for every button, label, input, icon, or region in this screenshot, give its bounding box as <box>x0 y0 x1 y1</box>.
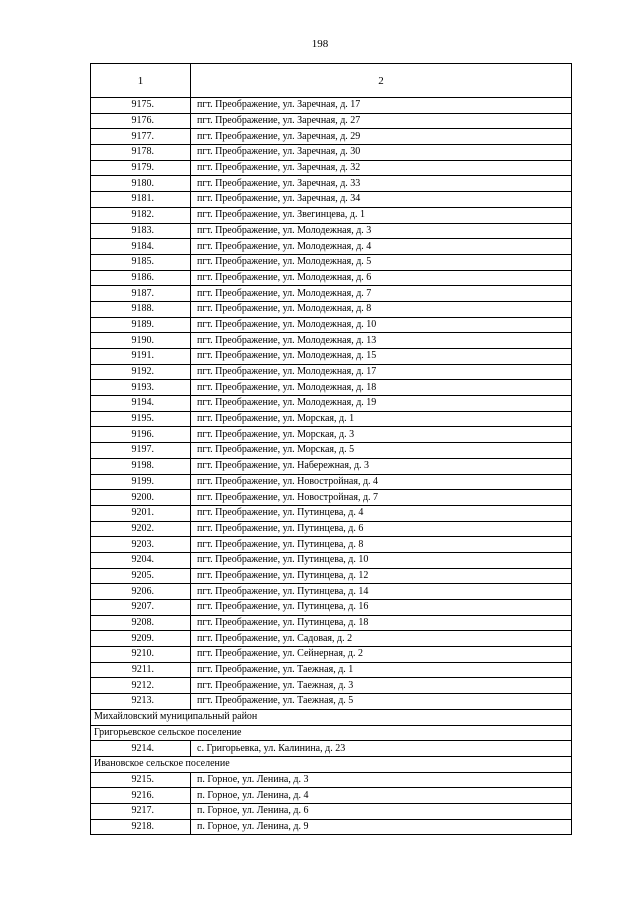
row-address: пгт. Преображение, ул. Путинцева, д. 16 <box>191 600 572 616</box>
table-row <box>91 631 572 647</box>
row-address: пгт. Преображение, ул. Молодежная, д. 8 <box>191 301 572 317</box>
row-number: 9200. <box>91 490 191 506</box>
page-number: 198 <box>311 38 329 50</box>
row-number: 9182. <box>91 207 191 223</box>
table-body <box>91 98 572 835</box>
row-address: пгт. Преображение, ул. Заречная, д. 29 <box>191 129 572 145</box>
table-row <box>91 505 572 521</box>
table-row <box>91 427 572 443</box>
row-address: пгт. Преображение, ул. Путинцева, д. 18 <box>191 615 572 631</box>
table-row <box>91 521 572 537</box>
row-number: 9176. <box>91 113 191 129</box>
table-row <box>91 600 572 616</box>
row-address: пгт. Преображение, ул. Молодежная, д. 3 <box>191 223 572 239</box>
row-address: пгт. Преображение, ул. Молодежная, д. 18 <box>191 380 572 396</box>
row-address: п. Горное, ул. Ленина, д. 9 <box>191 819 572 835</box>
row-address: пгт. Преображение, ул. Сейнерная, д. 2 <box>191 647 572 663</box>
row-address: пгт. Преображение, ул. Морская, д. 1 <box>191 411 572 427</box>
table-row <box>91 490 572 506</box>
table-row <box>91 98 572 114</box>
row-address: пгт. Преображение, ул. Новостройная, д. 7 <box>191 490 572 506</box>
row-number: 9211. <box>91 662 191 678</box>
row-address: пгт. Преображение, ул. Заречная, д. 30 <box>191 145 572 161</box>
table-row <box>91 474 572 490</box>
row-number: 9175. <box>91 98 191 114</box>
column-header-address: 2 <box>191 64 572 98</box>
row-number: 9195. <box>91 411 191 427</box>
table-row <box>91 662 572 678</box>
table-row <box>91 192 572 208</box>
row-number: 9218. <box>91 819 191 835</box>
row-address: пгт. Преображение, ул. Морская, д. 5 <box>191 443 572 459</box>
row-number: 9203. <box>91 537 191 553</box>
row-number: 9192. <box>91 364 191 380</box>
table-row <box>91 694 572 710</box>
row-number: 9215. <box>91 772 191 788</box>
row-number: 9214. <box>91 741 191 757</box>
row-address: с. Григорьевка, ул. Калинина, д. 23 <box>191 741 572 757</box>
row-number: 9177. <box>91 129 191 145</box>
row-address: пгт. Преображение, ул. Путинцева, д. 4 <box>191 505 572 521</box>
row-address: п. Горное, ул. Ленина, д. 3 <box>191 772 572 788</box>
table-row <box>91 160 572 176</box>
table-row <box>91 113 572 129</box>
row-number: 9185. <box>91 254 191 270</box>
row-number: 9199. <box>91 474 191 490</box>
row-address: пгт. Преображение, ул. Заречная, д. 34 <box>191 192 572 208</box>
row-address: пгт. Преображение, ул. Молодежная, д. 15 <box>191 349 572 365</box>
row-number: 9189. <box>91 317 191 333</box>
row-number: 9194. <box>91 396 191 412</box>
table-row <box>91 584 572 600</box>
row-address: пгт. Преображение, ул. Путинцева, д. 8 <box>191 537 572 553</box>
table-row <box>91 537 572 553</box>
table-row <box>91 803 572 819</box>
row-address: пгт. Преображение, ул. Молодежная, д. 6 <box>191 270 572 286</box>
table-row <box>91 145 572 161</box>
table-row <box>91 129 572 145</box>
row-number: 9198. <box>91 458 191 474</box>
table-row <box>91 176 572 192</box>
row-address: пгт. Преображение, ул. Путинцева, д. 12 <box>191 568 572 584</box>
row-address: пгт. Преображение, ул. Заречная, д. 33 <box>191 176 572 192</box>
row-address: пгт. Преображение, ул. Морская, д. 3 <box>191 427 572 443</box>
table-row <box>91 207 572 223</box>
row-number: 9191. <box>91 349 191 365</box>
row-address: пгт. Преображение, ул. Молодежная, д. 13 <box>191 333 572 349</box>
row-address: пгт. Преображение, ул. Садовая, д. 2 <box>191 631 572 647</box>
section-heading: Михайловский муниципальный район <box>91 709 572 725</box>
row-number: 9179. <box>91 160 191 176</box>
row-number: 9193. <box>91 380 191 396</box>
table-row <box>91 788 572 804</box>
row-number: 9202. <box>91 521 191 537</box>
row-number: 9212. <box>91 678 191 694</box>
table-row <box>91 411 572 427</box>
row-number: 9207. <box>91 600 191 616</box>
table-row <box>91 741 572 757</box>
table-row <box>91 317 572 333</box>
row-address: пгт. Преображение, ул. Звегинцева, д. 1 <box>191 207 572 223</box>
table-row <box>91 364 572 380</box>
table-row <box>91 239 572 255</box>
row-number: 9209. <box>91 631 191 647</box>
row-address: п. Горное, ул. Ленина, д. 6 <box>191 803 572 819</box>
table-row <box>91 270 572 286</box>
row-address: пгт. Преображение, ул. Молодежная, д. 4 <box>191 239 572 255</box>
row-number: 9188. <box>91 301 191 317</box>
table-row <box>91 301 572 317</box>
row-address: пгт. Преображение, ул. Молодежная, д. 19 <box>191 396 572 412</box>
row-number: 9217. <box>91 803 191 819</box>
row-number: 9208. <box>91 615 191 631</box>
row-address: пгт. Преображение, ул. Таежная, д. 5 <box>191 694 572 710</box>
row-number: 9197. <box>91 443 191 459</box>
address-registry-table <box>90 63 572 835</box>
row-number: 9180. <box>91 176 191 192</box>
table-header <box>91 64 572 98</box>
row-address: пгт. Преображение, ул. Путинцева, д. 6 <box>191 521 572 537</box>
table-row <box>91 380 572 396</box>
table-row <box>91 223 572 239</box>
section-heading: Григорьевское сельское поселение <box>91 725 572 741</box>
row-number: 9184. <box>91 239 191 255</box>
row-address: пгт. Преображение, ул. Молодежная, д. 17 <box>191 364 572 380</box>
row-number: 9196. <box>91 427 191 443</box>
row-number: 9201. <box>91 505 191 521</box>
table-row <box>91 678 572 694</box>
table-row <box>91 254 572 270</box>
row-number: 9210. <box>91 647 191 663</box>
table-row <box>91 458 572 474</box>
row-number: 9187. <box>91 286 191 302</box>
section-row <box>91 756 572 772</box>
row-number: 9216. <box>91 788 191 804</box>
table-row <box>91 647 572 663</box>
row-number: 9205. <box>91 568 191 584</box>
row-address: пгт. Преображение, ул. Таежная, д. 1 <box>191 662 572 678</box>
section-row <box>91 709 572 725</box>
header-row <box>91 64 572 98</box>
table-row <box>91 819 572 835</box>
column-header-number: 1 <box>91 64 191 98</box>
row-number: 9178. <box>91 145 191 161</box>
row-address: пгт. Преображение, ул. Путинцева, д. 10 <box>191 552 572 568</box>
row-number: 9206. <box>91 584 191 600</box>
row-address: пгт. Преображение, ул. Молодежная, д. 7 <box>191 286 572 302</box>
row-number: 9213. <box>91 694 191 710</box>
table-row <box>91 396 572 412</box>
table-row <box>91 333 572 349</box>
table-row <box>91 552 572 568</box>
section-heading: Ивановское сельское поселение <box>91 756 572 772</box>
table-row <box>91 286 572 302</box>
row-address: пгт. Преображение, ул. Заречная, д. 27 <box>191 113 572 129</box>
table-row <box>91 349 572 365</box>
row-number: 9204. <box>91 552 191 568</box>
table-row <box>91 443 572 459</box>
row-number: 9183. <box>91 223 191 239</box>
section-row <box>91 725 572 741</box>
row-address: п. Горное, ул. Ленина, д. 4 <box>191 788 572 804</box>
row-address: пгт. Преображение, ул. Таежная, д. 3 <box>191 678 572 694</box>
row-address: пгт. Преображение, ул. Заречная, д. 32 <box>191 160 572 176</box>
row-address: пгт. Преображение, ул. Новостройная, д. 4 <box>191 474 572 490</box>
table-row <box>91 568 572 584</box>
table-row <box>91 772 572 788</box>
table-row <box>91 615 572 631</box>
row-address: пгт. Преображение, ул. Молодежная, д. 10 <box>191 317 572 333</box>
row-address: пгт. Преображение, ул. Заречная, д. 17 <box>191 98 572 114</box>
row-number: 9181. <box>91 192 191 208</box>
row-address: пгт. Преображение, ул. Путинцева, д. 14 <box>191 584 572 600</box>
row-address: пгт. Преображение, ул. Набережная, д. 3 <box>191 458 572 474</box>
row-address: пгт. Преображение, ул. Молодежная, д. 5 <box>191 254 572 270</box>
row-number: 9190. <box>91 333 191 349</box>
row-number: 9186. <box>91 270 191 286</box>
